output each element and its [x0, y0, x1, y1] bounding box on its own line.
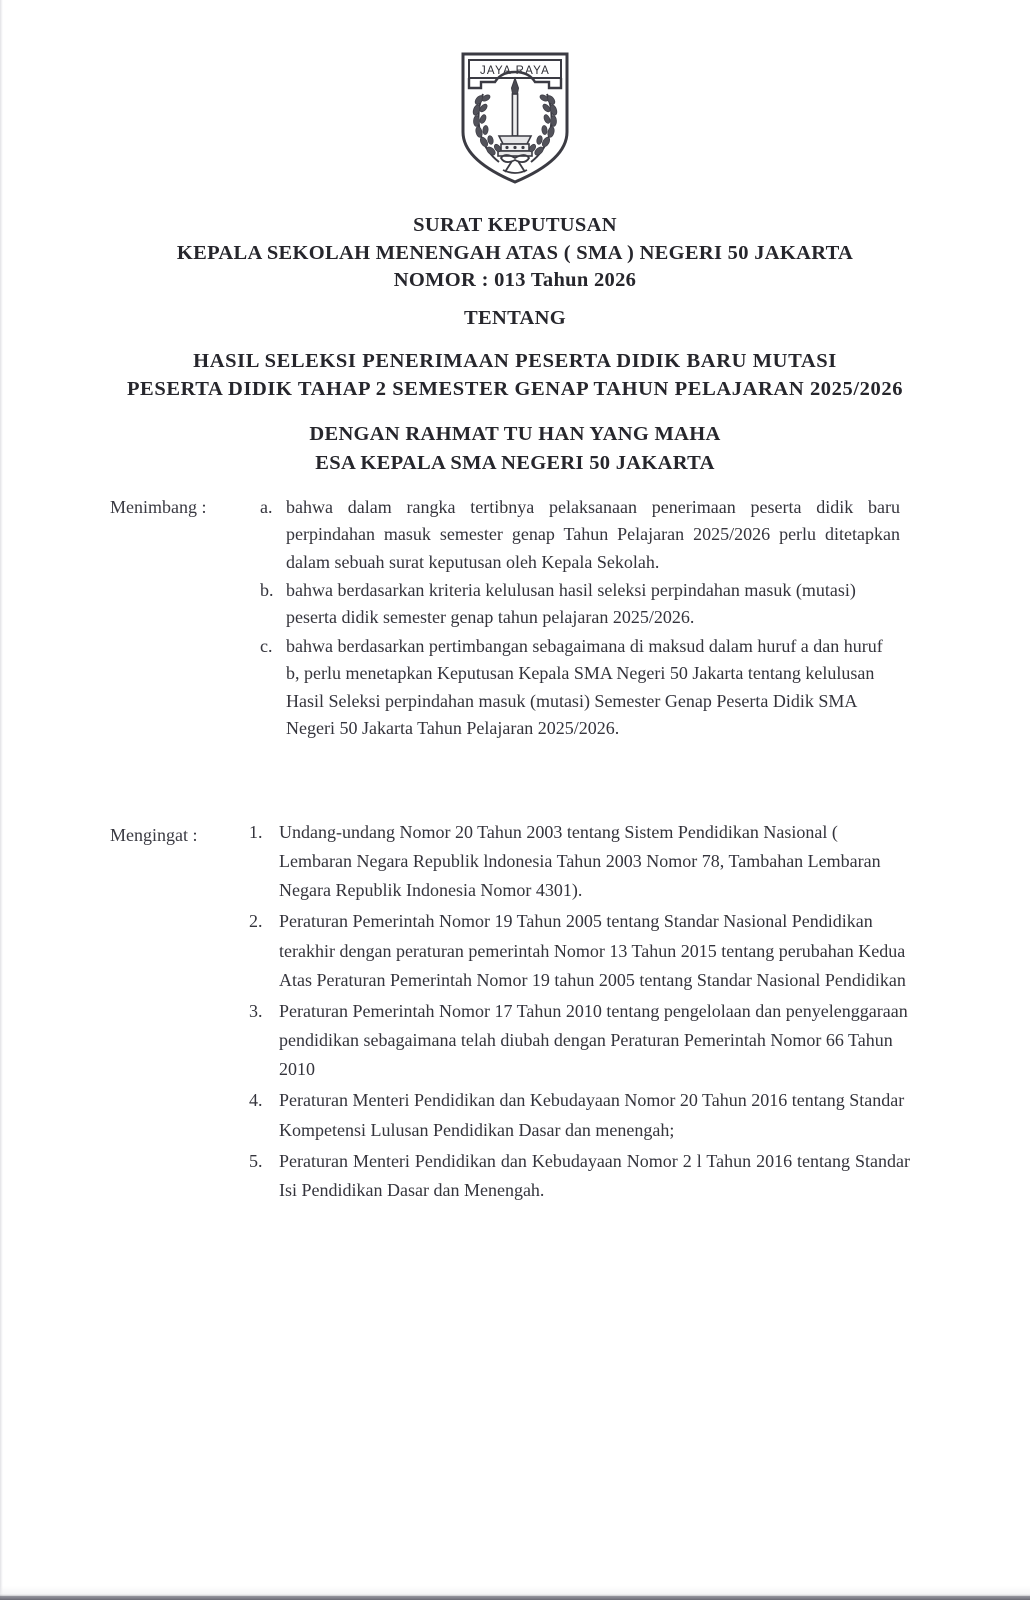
- title-line-3-nomor: NOMOR : 013 Tahun 2026: [393, 269, 637, 292]
- clause-text: bahwa dalam rangka tertibnya pelaksanaan penerimaan peserta didik baru perpindahan masuk semester genap Tahun Pelajaran 2025/2026 perlu ditetapkan dalam sebuah surat keputusan oleh Kepala Sekolah.: [286, 497, 900, 572]
- tentang-label: TENTANG: [464, 307, 566, 329]
- clause-marker: c.: [260, 635, 273, 656]
- subject-line-2: PESERTA DIDIK TAHAP 2 SEMESTER GENAP TAHUN PELAJARAN 2025/2026: [126, 377, 904, 400]
- menimbang-items: [260, 494, 900, 743]
- emblem-motto-text: JAYA RAYA: [479, 65, 551, 77]
- mengingat-item-1: [249, 818, 910, 905]
- clause-text: Undang-undang Nomor 20 Tahun 2003 tentang Sistem Pendidikan Nasional ( Lembaran Negara Republik lndonesia Tahun 2003 Nomor 78, Tambahan Lembaran Negara Republik Indonesia Nomor 4301).: [279, 822, 881, 901]
- clause-marker: 4.: [249, 1090, 263, 1111]
- mengingat-item-4: [249, 1086, 910, 1144]
- clause-text: Peraturan Pemerintah Nomor 19 Tahun 2005 tentang Standar Nasional Pendidikan terakhir dengan peraturan pemerintah Nomor 13 Tahun 2015 tentang perubahan Kedua Atas Peraturan Pemerintah Nomor 19 tahun 2005 tentang Standar Nasional Pendidikan: [279, 911, 906, 990]
- clause-text: bahwa berdasarkan kriteria kelulusan hasil seleksi perpindahan masuk (mutasi) peserta didik semester genap tahun pelajaran 2025/2026.: [286, 580, 856, 628]
- clause-marker: 1.: [249, 822, 263, 842]
- clause-text: Peraturan Menteri Pendidikan dan Kebudayaan Nomor 20 Tahun 2016 tentang Standar Kompetensi Lulusan Pendidikan Dasar dan menengah;: [279, 1090, 905, 1140]
- subject-block: [0, 348, 1030, 403]
- menimbang-section: [110, 494, 900, 743]
- clause-text: Peraturan Pemerintah Nomor 17 Tahun 2010 tentang pengelolaan dan penyelenggaraan pendidikan sebagaimana telah diubah dengan Peraturan Pemerintah Nomor 66 Tahun 2010: [279, 1000, 908, 1080]
- clause-marker: 5.: [249, 1150, 263, 1171]
- preamble-block: [0, 420, 1030, 478]
- title-line-1: SURAT KEPUTUSAN: [413, 214, 617, 236]
- preamble-line-2: ESA KEPALA SMA NEGERI 50 JAKARTA: [315, 452, 715, 475]
- mengingat-items: [249, 818, 910, 1207]
- preamble-line-1: DENGAN RAHMAT TU HAN YANG MAHA: [309, 423, 721, 445]
- menimbang-label: Menimbang :: [110, 497, 207, 517]
- title-line-2: KEPALA SEKOLAH MENENGAH ATAS ( SMA ) NEGERI 50 JAKARTA: [176, 241, 854, 264]
- mengingat-item-3: [249, 997, 910, 1084]
- emblem-container: [0, 48, 1030, 188]
- clause-marker: 3.: [249, 1000, 263, 1021]
- menimbang-item-c: [260, 633, 900, 742]
- mengingat-item-5: [249, 1147, 910, 1205]
- scan-edge-bottom-line: [0, 1596, 1030, 1600]
- mengingat-section: [110, 818, 910, 1207]
- clause-text: Peraturan Menteri Pendidikan dan Kebudayaan Nomor 2 l Tahun 2016 tentang Standar Isi Pendidikan Dasar dan Menengah.: [279, 1150, 910, 1200]
- clause-marker: 2.: [249, 911, 263, 932]
- document-title-block: [0, 212, 1030, 295]
- clause-marker: b.: [260, 580, 274, 601]
- tentang-block: [0, 305, 1030, 333]
- mengingat-label: Mengingat :: [110, 825, 198, 845]
- mengingat-item-2: [249, 907, 910, 994]
- menimbang-item-b: [260, 577, 900, 632]
- jakarta-provincial-emblem-icon: [455, 48, 575, 188]
- clause-marker: a.: [260, 497, 273, 517]
- menimbang-item-a: [260, 494, 900, 576]
- clause-text: bahwa berdasarkan pertimbangan sebagaimana di maksud dalam huruf a dan huruf b, perlu menetapkan Keputusan Kepala SMA Negeri 50 Jakarta tentang kelulusan Hasil Seleksi perpindahan masuk (mutasi) Semester Genap Peserta Didik SMA Negeri 50 Jakarta Tahun Pelajaran 2025/2026.: [286, 635, 883, 738]
- subject-line-1: HASIL SELEKSI PENERIMAAN PESERTA DIDIK BARU MUTASI: [193, 350, 837, 372]
